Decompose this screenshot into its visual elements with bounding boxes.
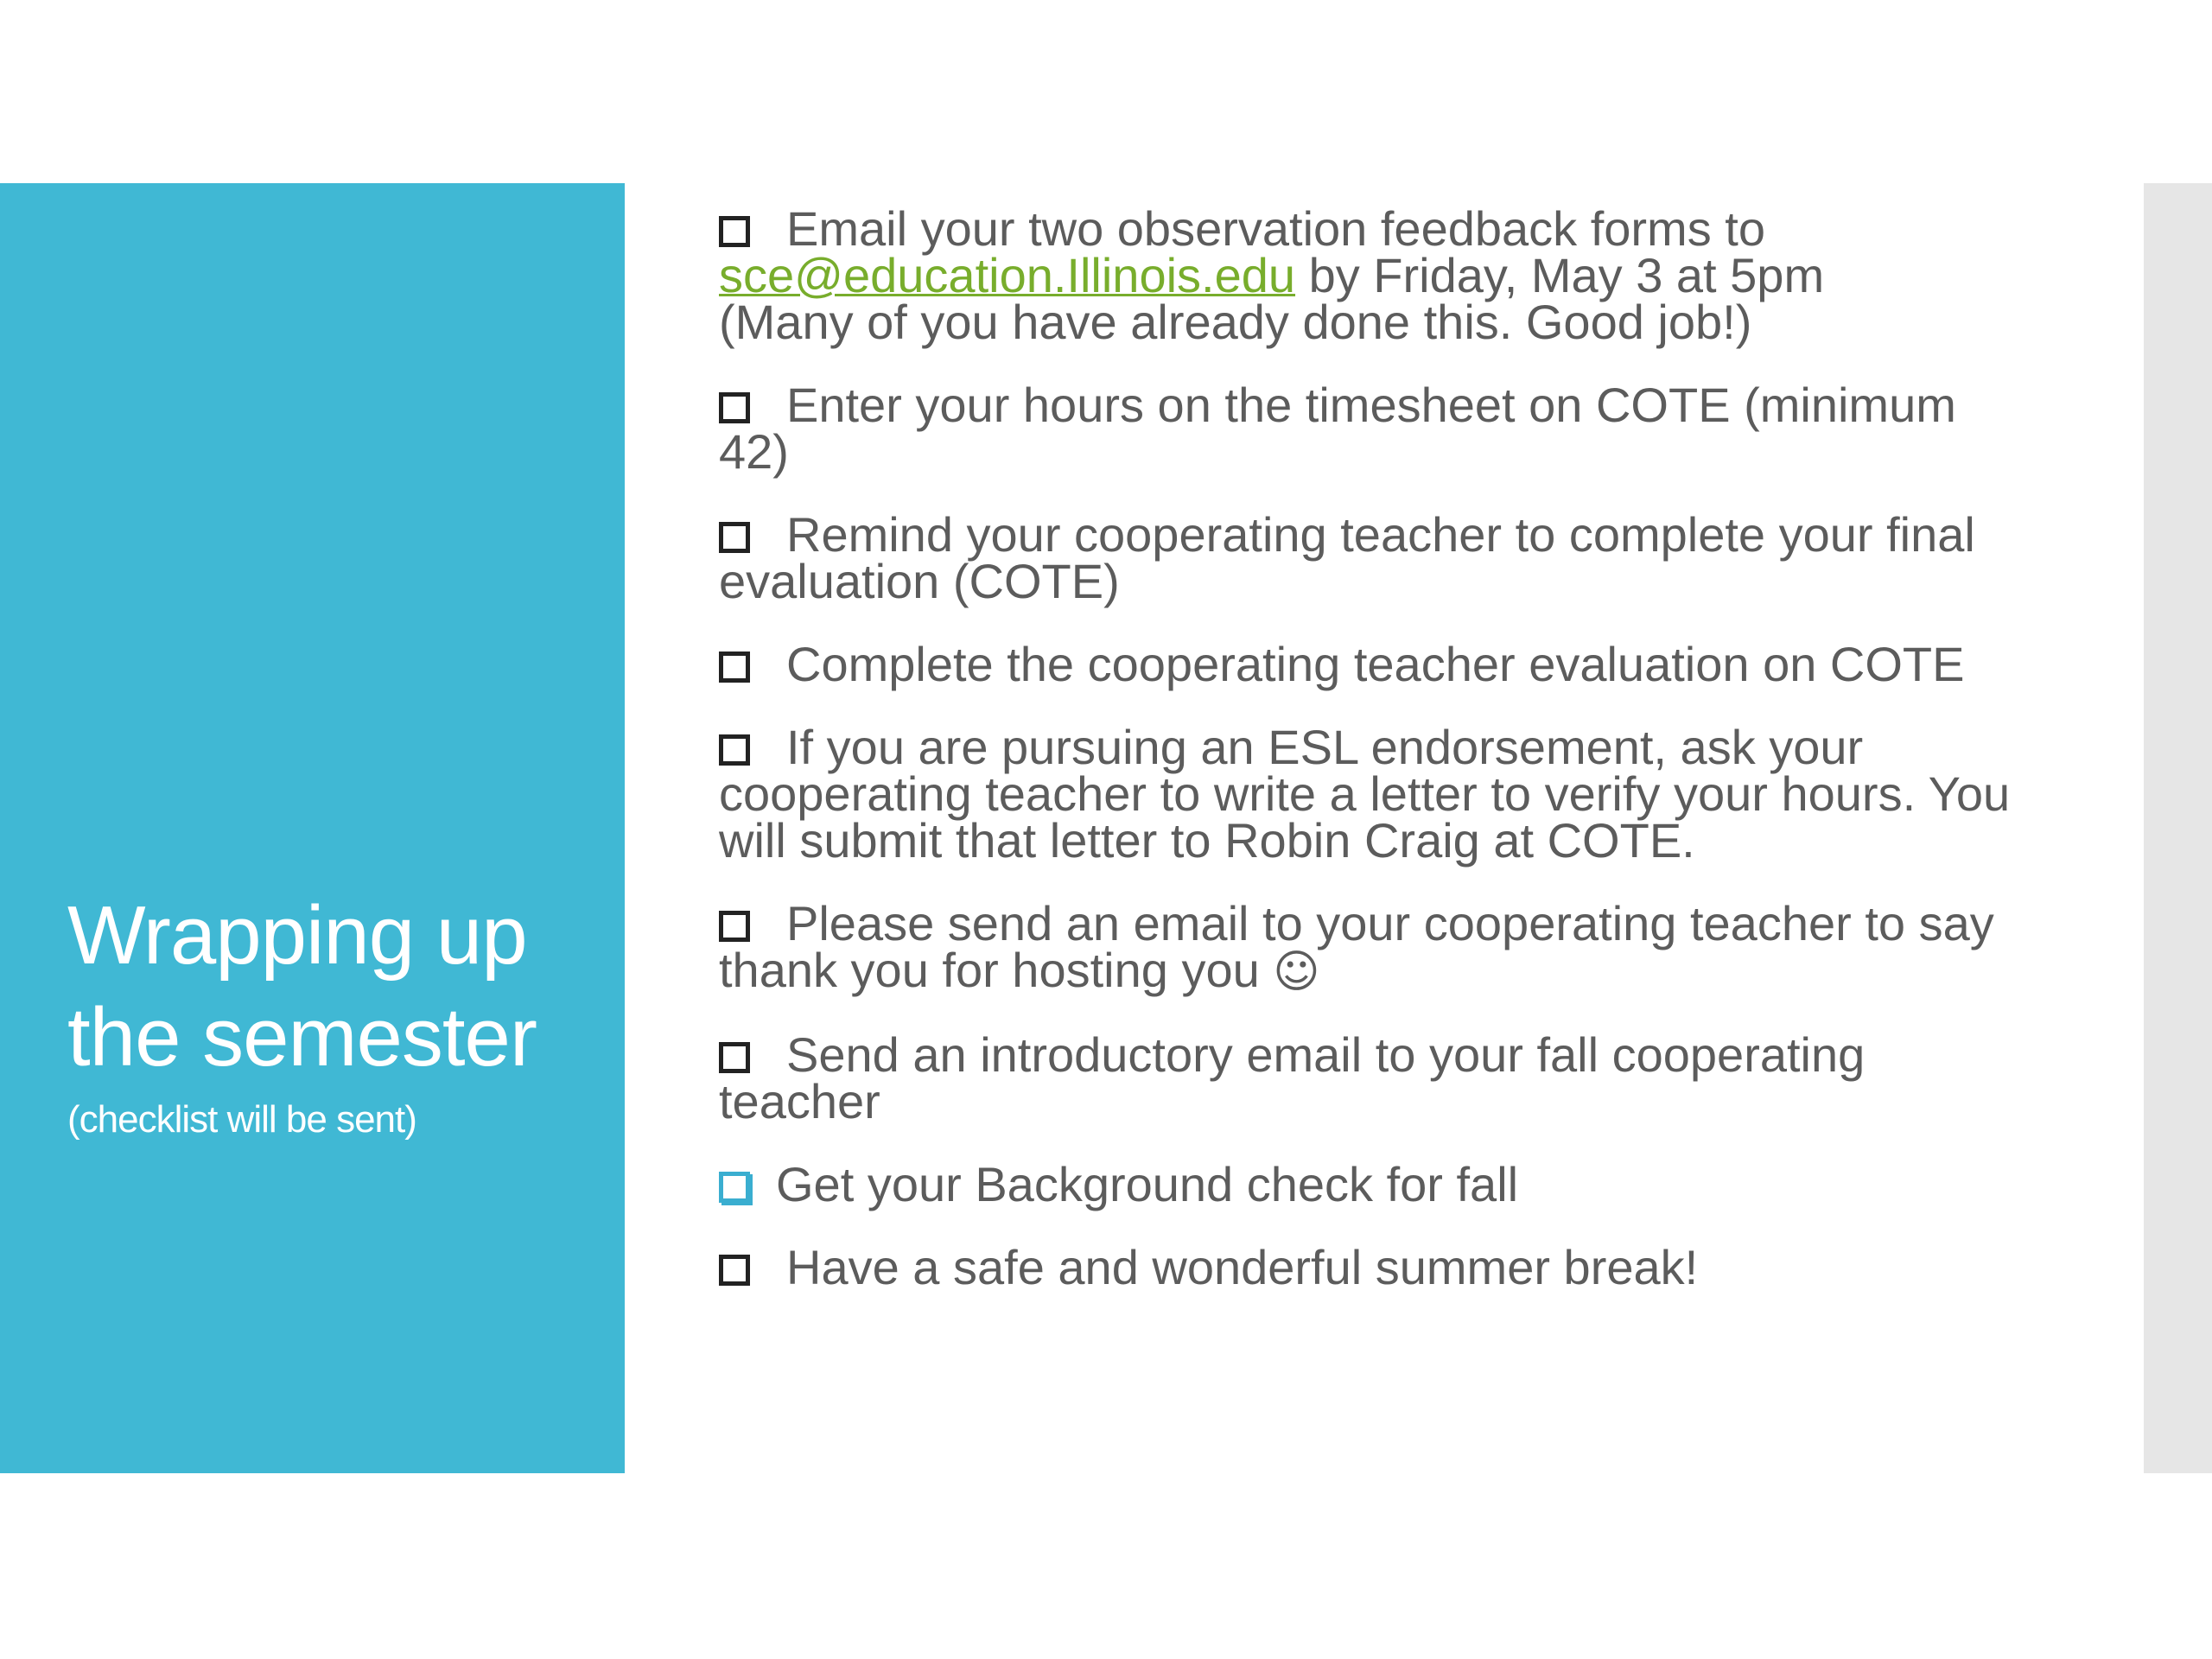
item-text-deadline: by Friday, May 3 at 5pm — [1295, 248, 1825, 302]
checkbox-icon — [719, 1042, 750, 1073]
item-text: Remind your cooperating teacher to complete your final evaluation (COTE) — [719, 507, 1975, 608]
checkbox-icon — [719, 1255, 750, 1286]
item-text: Please send an email to your cooperating teacher to say thank you for hosting you — [719, 896, 1994, 997]
checklist-item-teacher-evaluation — [719, 637, 2032, 691]
item-text-note: (Many of you have already done this. Good job!) — [719, 295, 1752, 349]
title-block — [67, 885, 603, 1146]
checklist-item-email-forms — [719, 201, 2032, 349]
checkbox-icon — [719, 652, 750, 683]
smiley-face-icon: ☺ — [1273, 946, 1320, 998]
checklist-item-introductory-email — [719, 1027, 2032, 1128]
email-link[interactable]: sce@education.Illinois.edu — [719, 248, 1296, 302]
slide-subtitle: (checklist will be sent) — [67, 1098, 416, 1141]
checklist — [719, 201, 2032, 1327]
item-text: Email your two observation feedback forms to — [786, 201, 1765, 256]
checkbox-icon — [719, 392, 750, 423]
title-panel — [0, 183, 625, 1473]
checkbox-icon — [719, 1172, 750, 1203]
slide-title-line-2: the semester — [67, 991, 537, 1084]
checklist-item-thank-you — [719, 896, 2032, 998]
item-text: If you are pursuing an ESL endorsement, ask your cooperating teacher to write a letter to verify your hours. You will submit that letter to Robin Craig at COTE. — [719, 720, 2011, 868]
checkbox-icon — [719, 734, 750, 766]
side-accent-bar — [2144, 183, 2212, 1473]
checkbox-icon — [719, 911, 750, 942]
checkbox-icon — [719, 522, 750, 553]
slide-title-line-1: Wrapping up — [67, 889, 527, 982]
item-text: Get your Background check for fall — [776, 1157, 1519, 1211]
item-text: Enter your hours on the timesheet on COTE (minimum 42) — [719, 378, 1956, 479]
checklist-item-esl-letter — [719, 720, 2032, 868]
checklist-item-background-check — [719, 1157, 2032, 1211]
item-text: Have a safe and wonderful summer break! — [786, 1240, 1699, 1294]
checklist-item-hours — [719, 378, 2032, 479]
checklist-item-final-evaluation — [719, 507, 2032, 608]
checkbox-icon — [719, 216, 750, 247]
item-text: Send an introductory email to your fall cooperating teacher — [719, 1027, 1866, 1128]
item-text: Complete the cooperating teacher evaluation on COTE — [786, 637, 1965, 691]
checklist-item-summer-break — [719, 1240, 2032, 1294]
